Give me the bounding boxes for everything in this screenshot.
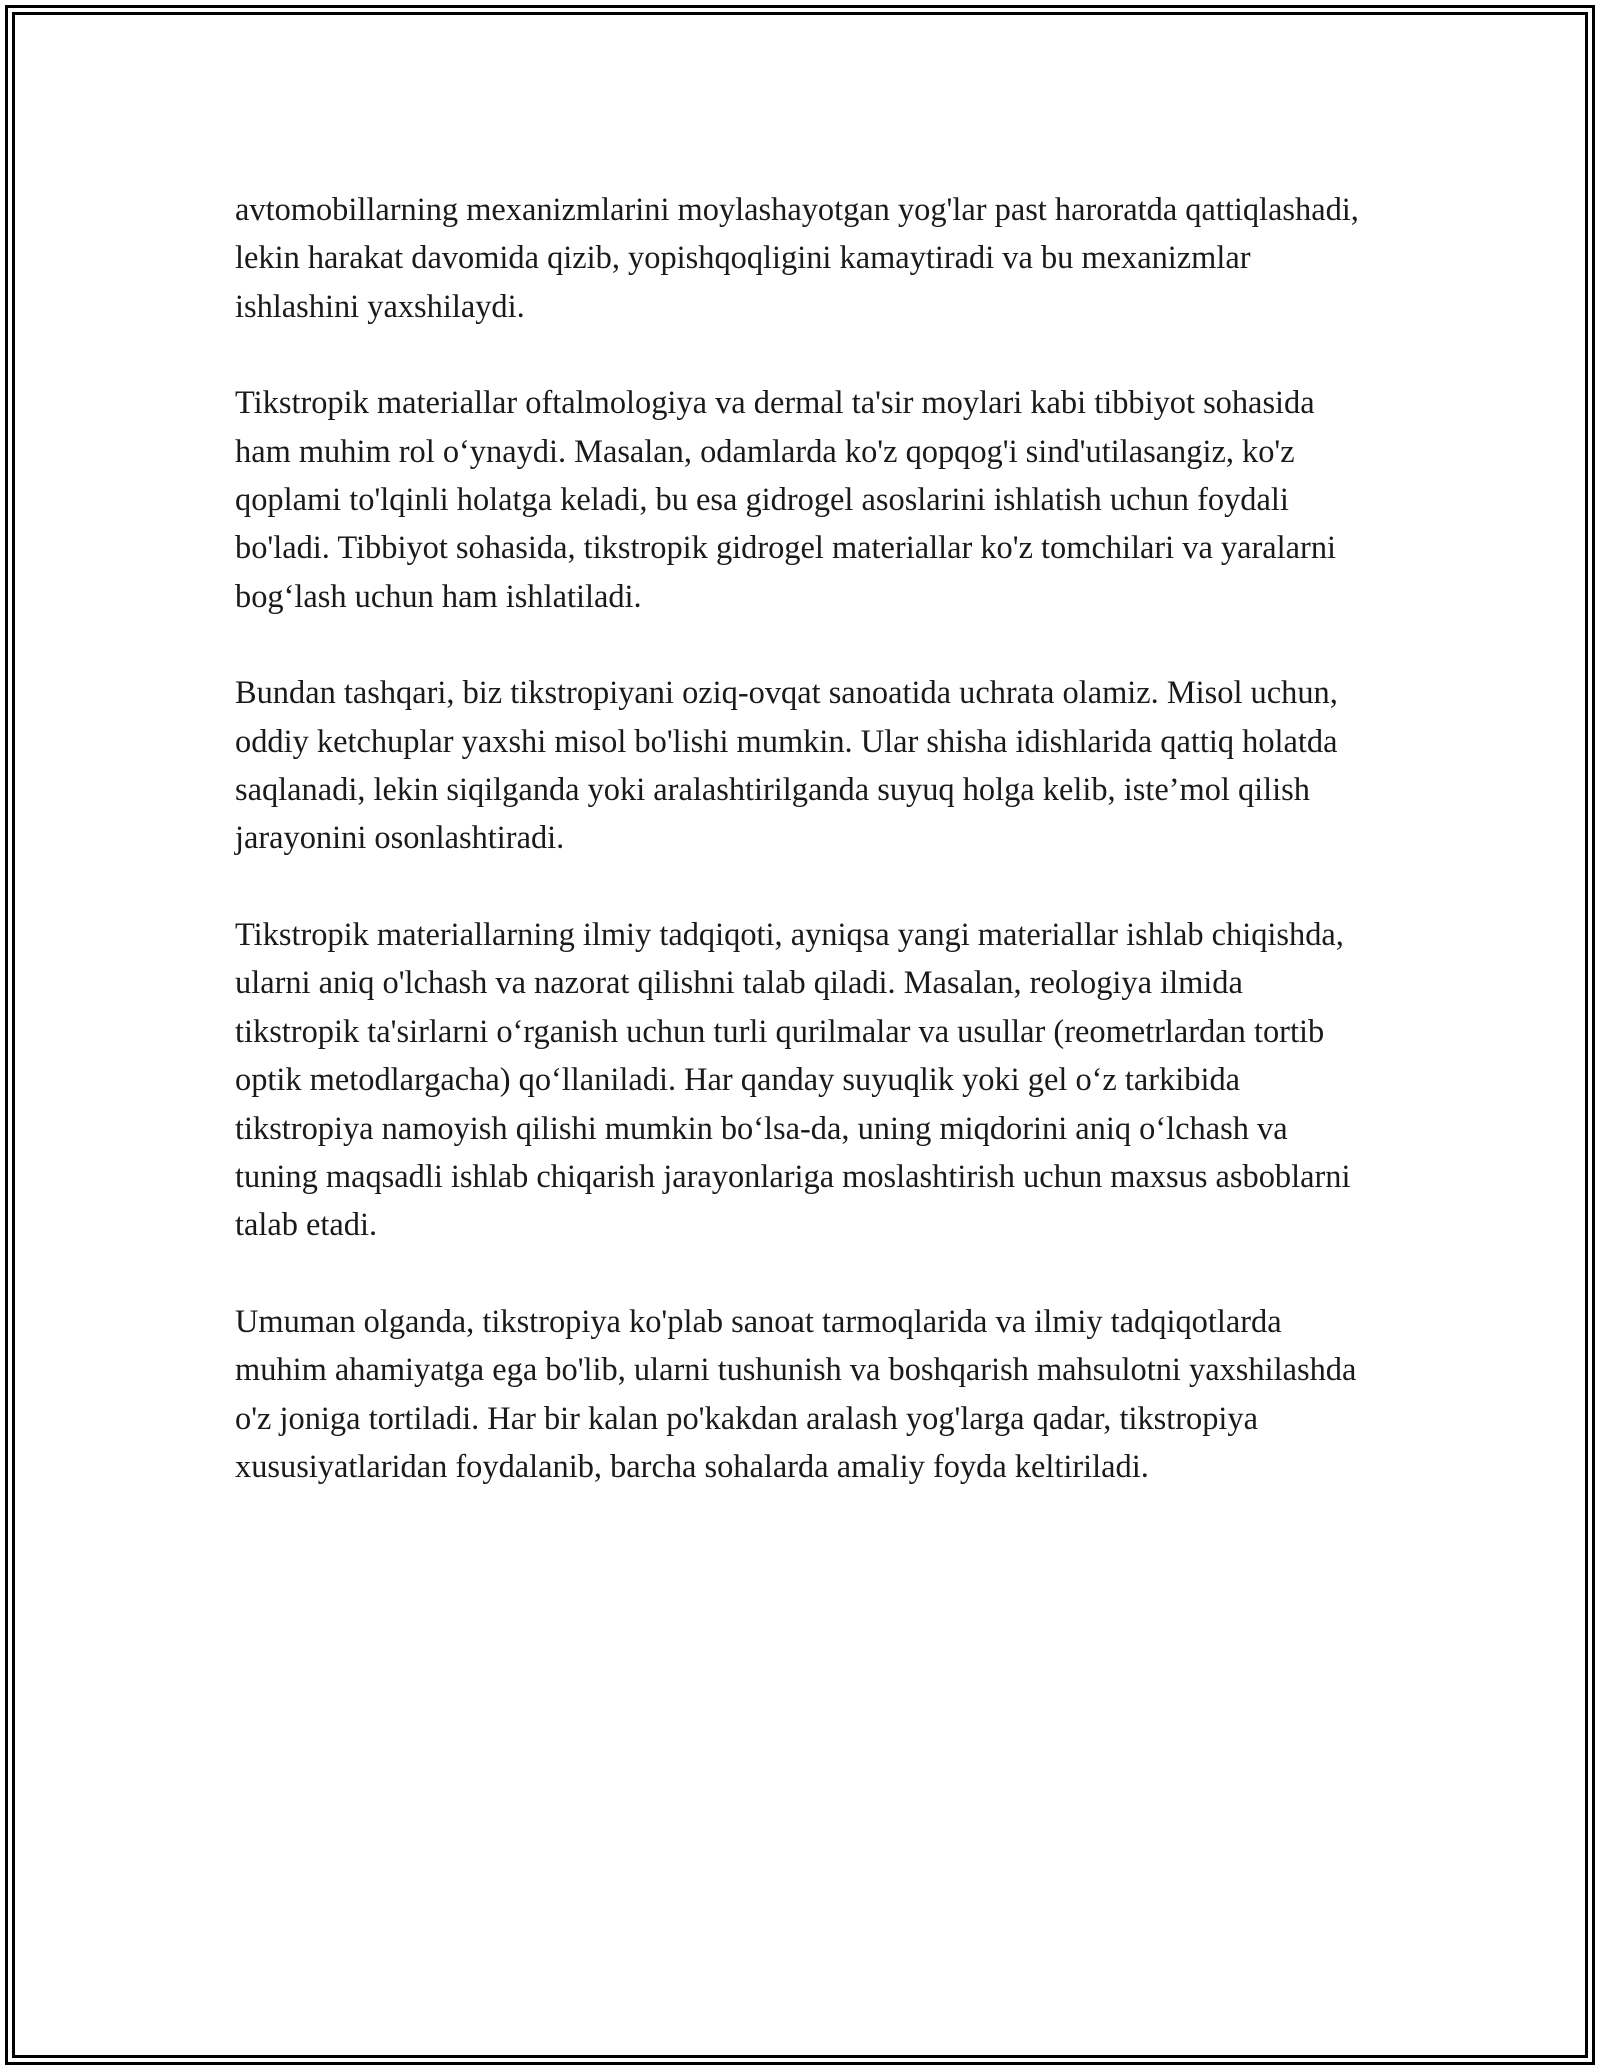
paragraph-4: Tikstropik materiallarning ilmiy tadqiqoti, ayniqsa yangi materiallar ishlab chiqishda, ularni aniq o'lchash va nazorat qilishni talab qiladi. Masalan, reologiya ilmida tikstropik ta'sirlarni o‘rganish uchun turli qurilmalar va usullar (reometrlardan tortib optik metodlargacha) qo‘llaniladi. Har qanday suyuqlik yoki gel o‘z tarkibida tikstropiya namoyish qilishi mumkin bo‘lsa-da, uning miqdorini aniq o‘lchash va tuning maqsadli ishlab chiqarish jarayonlariga moslashtirish uchun maxsus asboblarni talab etadi. xyxy=(235,916,1351,1244)
paragraph-5: Umuman olganda, tikstropiya ko'plab sanoat tarmoqlarida va ilmiy tadqiqotlarda muhim ahamiyatga ega bo'lib, ularni tushunish va boshqarish mahsulotni yaxshilashda o'z joniga tortiladi. Har bir kalan po'kakdan aralash yog'larga qadar, tikstropiya xususiyatlaridan foydalanib, barcha sohalarda amaliy foyda keltiriladi. xyxy=(235,1303,1357,1485)
paragraph-1: avtomobillarning mexanizmlarini moylashayotgan yog'lar past haroratda qattiqlashadi, lekin harakat davomida qizib, yopishqoqligini kamaytiradi va bu mexanizmlar ishlashini yaxshilaydi. xyxy=(235,192,1359,325)
paragraph-3: Bundan tashqari, biz tikstropiyani oziq-ovqat sanoatida uchrata olamiz. Misol uchun, oddiy ketchuplar yaxshi misol bo'lishi mumkin. Ular shisha idishlarida qattiq holatda saqlanadi, lekin siqilganda yoki aralashtirilganda suyuq holga kelib, iste’mol qilish jarayonini osonlashtiradi. xyxy=(235,675,1338,857)
paragraph-2: Tikstropik materiallar oftalmologiya va dermal ta'sir moylari kabi tibbiyot sohasida ham muhim rol o‘ynaydi. Masalan, odamlarda ko'z qopqog'i sind'utilasangiz, ko'z qoplami to'lqinli holatga keladi, bu esa gidrogel asoslarini ishlatish uchun foydali bo'ladi. Tibbiyot sohasida, tikstropik gidrogel materiallar ko'z tomchilari va yaralarni bog‘lash uchun ham ishlatiladi. xyxy=(235,385,1337,615)
document-body xyxy=(235,186,1365,1539)
